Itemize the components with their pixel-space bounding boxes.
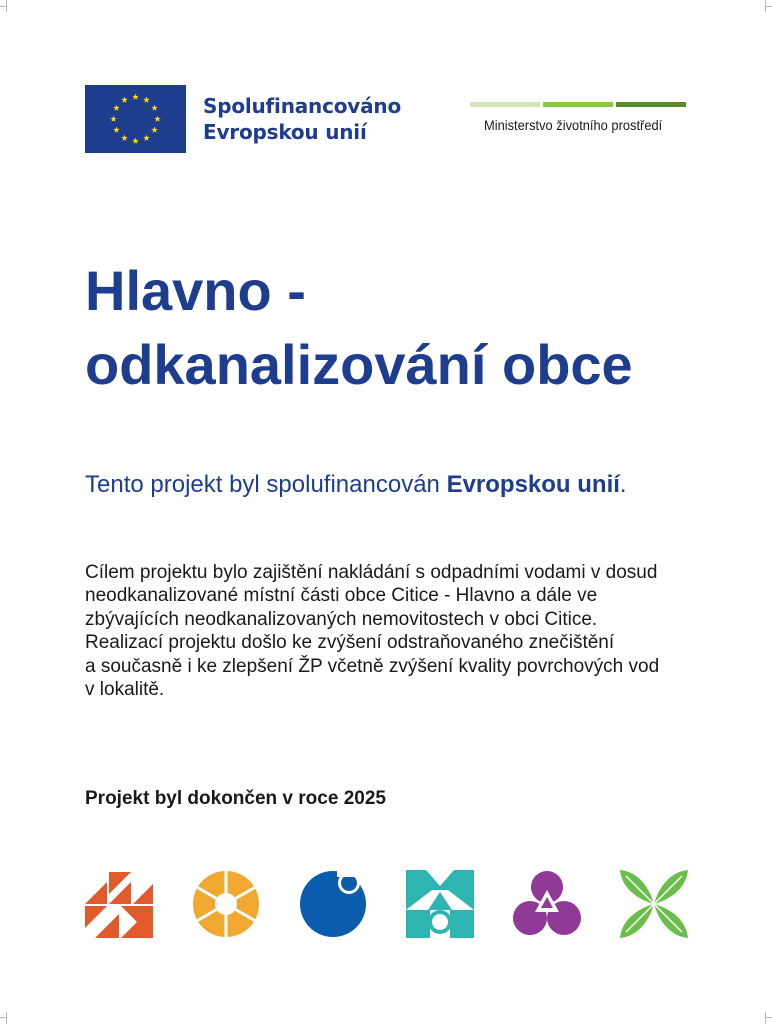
- ministry-name: Ministerstvo životního prostředí: [484, 117, 663, 133]
- page-title: [85, 254, 633, 402]
- teal-water-drop-icon: [406, 870, 474, 938]
- subtitle-suffix: .: [619, 471, 627, 498]
- green-leaves-icon: [620, 870, 688, 938]
- eu-text-line1: Spolufinancováno: [203, 94, 401, 118]
- eu-flag-icon: [85, 85, 186, 153]
- completion-statement: Projekt byl dokončen v roce 2025: [85, 788, 386, 809]
- subtitle-prefix: Tento projekt byl spolufinancován: [85, 471, 447, 498]
- program-icons-row: [85, 870, 687, 938]
- ministry-bar-dark: [616, 102, 686, 107]
- description-line: zbývajících neodkanalizovaných nemovitostech v obci Citice.: [85, 608, 598, 630]
- eu-cofinanced-text: [203, 93, 401, 145]
- orange-triangles-icon: [85, 870, 153, 938]
- ministry-bar-light: [470, 102, 540, 107]
- description-line: Realizací projektu došlo ke zvýšení odstraňovaného znečištění: [85, 632, 615, 654]
- subtitle-bold: Evropskou unií: [446, 471, 620, 498]
- description-line: a současně i ke zlepšení ŽP včetně zvýšení kvality povrchových vod: [85, 655, 660, 677]
- description-line: Cílem projektu bylo zajištění nakládání s odpadními vodami v dosud: [85, 562, 658, 583]
- yellow-sun-wheel-icon: [192, 870, 260, 938]
- ministry-bar-medium: [543, 102, 614, 107]
- project-description: [85, 561, 695, 701]
- title-line2: odkanalizování obce: [85, 333, 633, 396]
- ministry-logo: [470, 102, 686, 133]
- cofinancing-statement: [85, 470, 627, 500]
- title-line1: Hlavno -: [85, 259, 306, 322]
- ministry-color-bars: [470, 102, 686, 107]
- blue-circle-icon: [299, 870, 367, 938]
- description-line: neodkanalizované místní části obce Citice - Hlavno a dále ve: [85, 585, 598, 607]
- purple-circles-icon: [513, 870, 581, 938]
- eu-text-line2: Evropskou unií: [203, 120, 367, 144]
- eu-cofinanced-logo: [85, 85, 401, 153]
- description-line: v lokalitě.: [85, 679, 165, 701]
